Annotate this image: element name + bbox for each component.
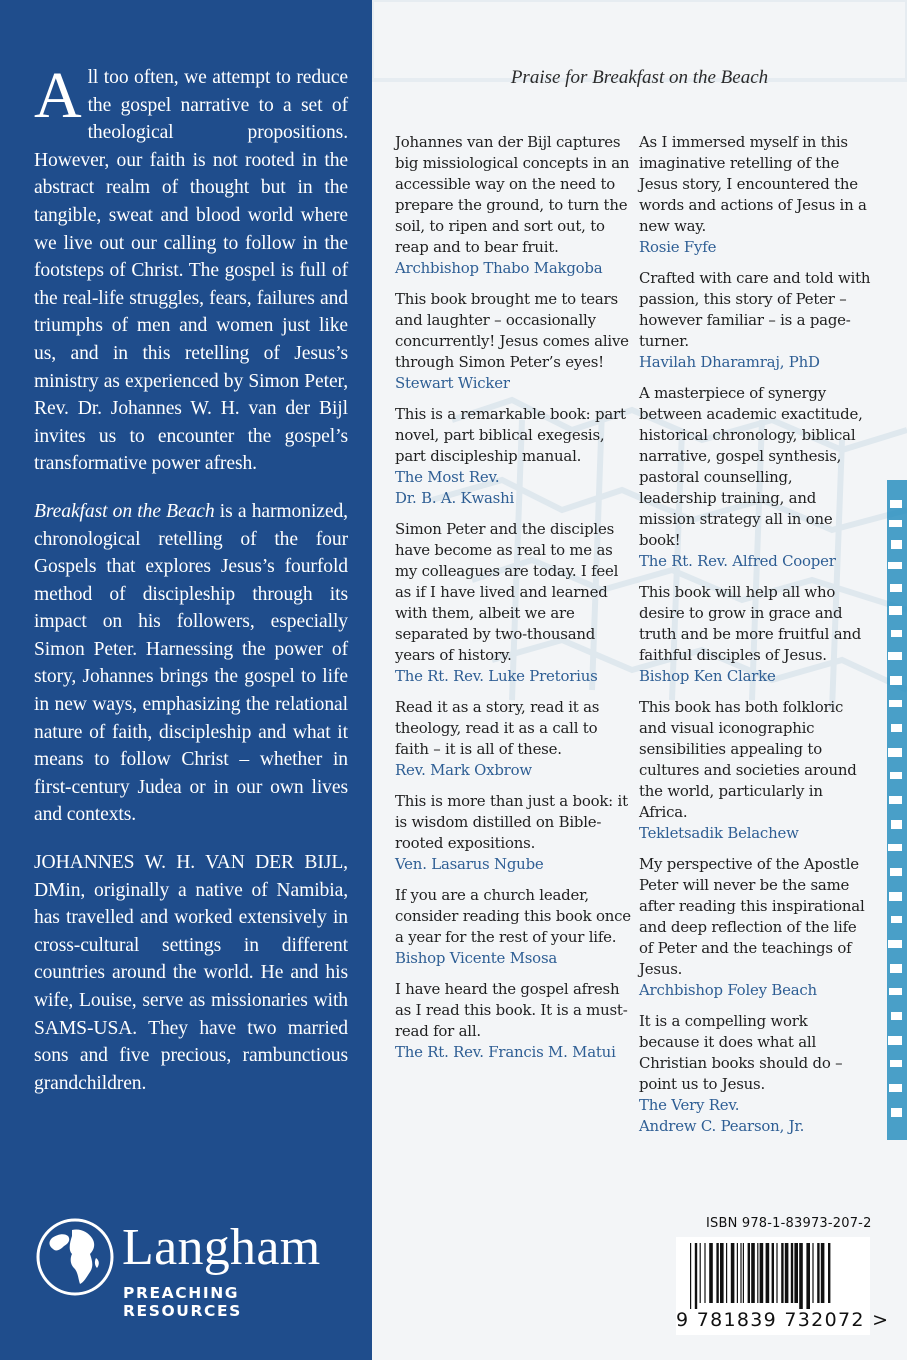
praise-quote bbox=[639, 383, 871, 572]
praise-column-2 bbox=[639, 132, 871, 1147]
praise-quote bbox=[395, 697, 631, 781]
quote-attribution: The Rt. Rev. Francis M. Matui bbox=[395, 1043, 616, 1061]
quote-text: I have heard the gospel afresh as I read this book. It is a must-read for all. bbox=[395, 980, 628, 1040]
quote-text: As I immersed myself in this imaginative retelling of the Jesus story, I encountered the words and actions of Jesus in a new way. bbox=[639, 133, 867, 235]
quote-attribution: Havilah Dharamraj, PhD bbox=[639, 353, 820, 371]
quote-attribution: Rosie Fyfe bbox=[639, 238, 717, 256]
quote-text: If you are a church leader, consider reading this book once a year for the rest of your life. bbox=[395, 886, 631, 946]
quote-attribution: The Rt. Rev. Alfred Cooper bbox=[639, 552, 836, 570]
quote-attribution: Ven. Lasarus Ngube bbox=[395, 855, 544, 873]
back-cover-blue-panel bbox=[0, 0, 372, 1360]
praise-quote bbox=[639, 697, 871, 844]
quote-attribution: Bishop Vicente Msosa bbox=[395, 949, 558, 967]
praise-column-1 bbox=[395, 132, 631, 1073]
isbn-label: ISBN 978-1-83973-207-2 bbox=[706, 1216, 872, 1231]
praise-title: Praise for Breakfast on the Beach bbox=[510, 67, 769, 88]
langham-logo bbox=[34, 1214, 354, 1320]
quote-text: This is more than just a book: it is wisdom distilled on Bible-rooted expositions. bbox=[395, 792, 628, 852]
description-text: is a harmonized, chronological retelling of the four Gospels that explores Jesus’s fourfold method of discipleship through its impact on his followers, especially Simon Peter. Harnessing the power of story, Johannes brings the gospel to life in new ways, emphasizing the relational nature of faith, discipleship and what it means to follow Christ – whether in first-century Judea or in our own lives and contexts. bbox=[34, 500, 348, 826]
logo-subtitle: PREACHING RESOURCES bbox=[123, 1284, 242, 1320]
quote-text: A masterpiece of synergy between academic exactitude, historical chronology, biblical narrative, gospel synthesis, pastoral counselling, leadership training, and mission strategy all in one book! bbox=[639, 384, 863, 549]
description-paragraph bbox=[34, 498, 348, 829]
quote-text: Simon Peter and the disciples have become as real to me as my colleagues are today. I feel as if I have lived and learned with them, albeit we are separated by two-thousand years of history. bbox=[395, 520, 619, 664]
quote-text: Crafted with care and told with passion, this story of Peter – however familiar – is a page-turner. bbox=[639, 269, 871, 350]
quote-attribution: Tekletsadik Belachew bbox=[639, 824, 799, 842]
quote-attribution: Archbishop Foley Beach bbox=[639, 981, 817, 999]
quote-text: This book will help all who desire to grow in grace and truth and be more fruitful and faithful disciples of Jesus. bbox=[639, 583, 862, 664]
praise-quote bbox=[395, 885, 631, 969]
praise-quote bbox=[395, 791, 631, 875]
praise-quote bbox=[639, 132, 871, 258]
praise-quote bbox=[395, 404, 631, 509]
quote-attribution: The Most Rev. Dr. B. A. Kwashi bbox=[395, 468, 515, 507]
quote-attribution: The Very Rev. Andrew C. Pearson, Jr. bbox=[639, 1096, 805, 1135]
intro-text: ll too often, we attempt to reduce the gospel narrative to a set of theological propositions. However, our faith is not rooted in the abstract realm of thought but in the tangible, sweat and blood world where we live out our calling to follow in the footsteps of Christ. The gospel is full of the real-life struggles, fears, failures and triumphs of men and women just like us, and in this retelling of Jesus’s ministry as experienced by Simon Peter, Rev. Dr. Johannes W. H. van der Bijl invites us to encounter the gospel’s transformative power afresh. bbox=[34, 67, 348, 475]
praise-quote bbox=[395, 519, 631, 687]
quote-text: Johannes van der Bijl captures big missiological concepts in an accessible way on the need to prepare the ground, to turn the soil, to ripen and sort out, to reap and to bear fruit. bbox=[395, 133, 630, 256]
book-title-italic: Breakfast on the Beach bbox=[34, 500, 215, 522]
praise-quote bbox=[639, 854, 871, 1001]
praise-quote bbox=[395, 289, 631, 394]
blurb bbox=[34, 59, 348, 1097]
praise-quote bbox=[639, 268, 871, 373]
praise-quote bbox=[639, 1011, 871, 1137]
quote-text: It is a compelling work because it does what all Christian books should do – point us to Jesus. bbox=[639, 1012, 843, 1093]
praise-quote bbox=[395, 132, 631, 279]
quote-text: This book has both folkloric and visual iconographic sensibilities appealing to cultures and societies around the world, particularly in Africa. bbox=[639, 698, 857, 821]
drop-cap: A bbox=[34, 59, 82, 132]
quote-attribution: Bishop Ken Clarke bbox=[639, 667, 776, 685]
quote-attribution: Stewart Wicker bbox=[395, 374, 510, 392]
barcode-digits: 9 781839 732072 > bbox=[676, 1309, 890, 1331]
quote-text: My perspective of the Apostle Peter will never be the same after reading this inspirational and deep reflection of the life of Peter and the teachings of Jesus. bbox=[639, 855, 865, 978]
quote-attribution: The Rt. Rev. Luke Pretorius bbox=[395, 667, 598, 685]
logo-name: Langham bbox=[122, 1219, 321, 1276]
quote-text: This book brought me to tears and laughter – occasionally concurrently! Jesus comes alive through Simon Peter’s eyes! bbox=[395, 290, 629, 371]
intro-paragraph bbox=[34, 59, 348, 478]
author-bio: JOHANNES W. H. VAN DER BIJL, DMin, originally a native of Namibia, has travelled and worked extensively in cross-cultural settings in different countries around the world. He and his wife, Louise, serve as missionaries with SAMS-USA. They have two married sons and five precious, rambunctious grandchildren. bbox=[34, 852, 348, 1094]
quote-attribution: Archbishop Thabo Makgoba bbox=[395, 259, 603, 277]
praise-quote bbox=[395, 979, 631, 1063]
quote-attribution: Rev. Mark Oxbrow bbox=[395, 761, 532, 779]
quote-text: This is a remarkable book: part novel, part biblical exegesis, part discipleship manual. bbox=[395, 405, 626, 465]
globe-africa-icon bbox=[34, 1216, 116, 1298]
quote-text: Read it as a story, read it as theology, read it as a call to faith – it is all of these. bbox=[395, 698, 600, 758]
praise-quote bbox=[639, 582, 871, 687]
